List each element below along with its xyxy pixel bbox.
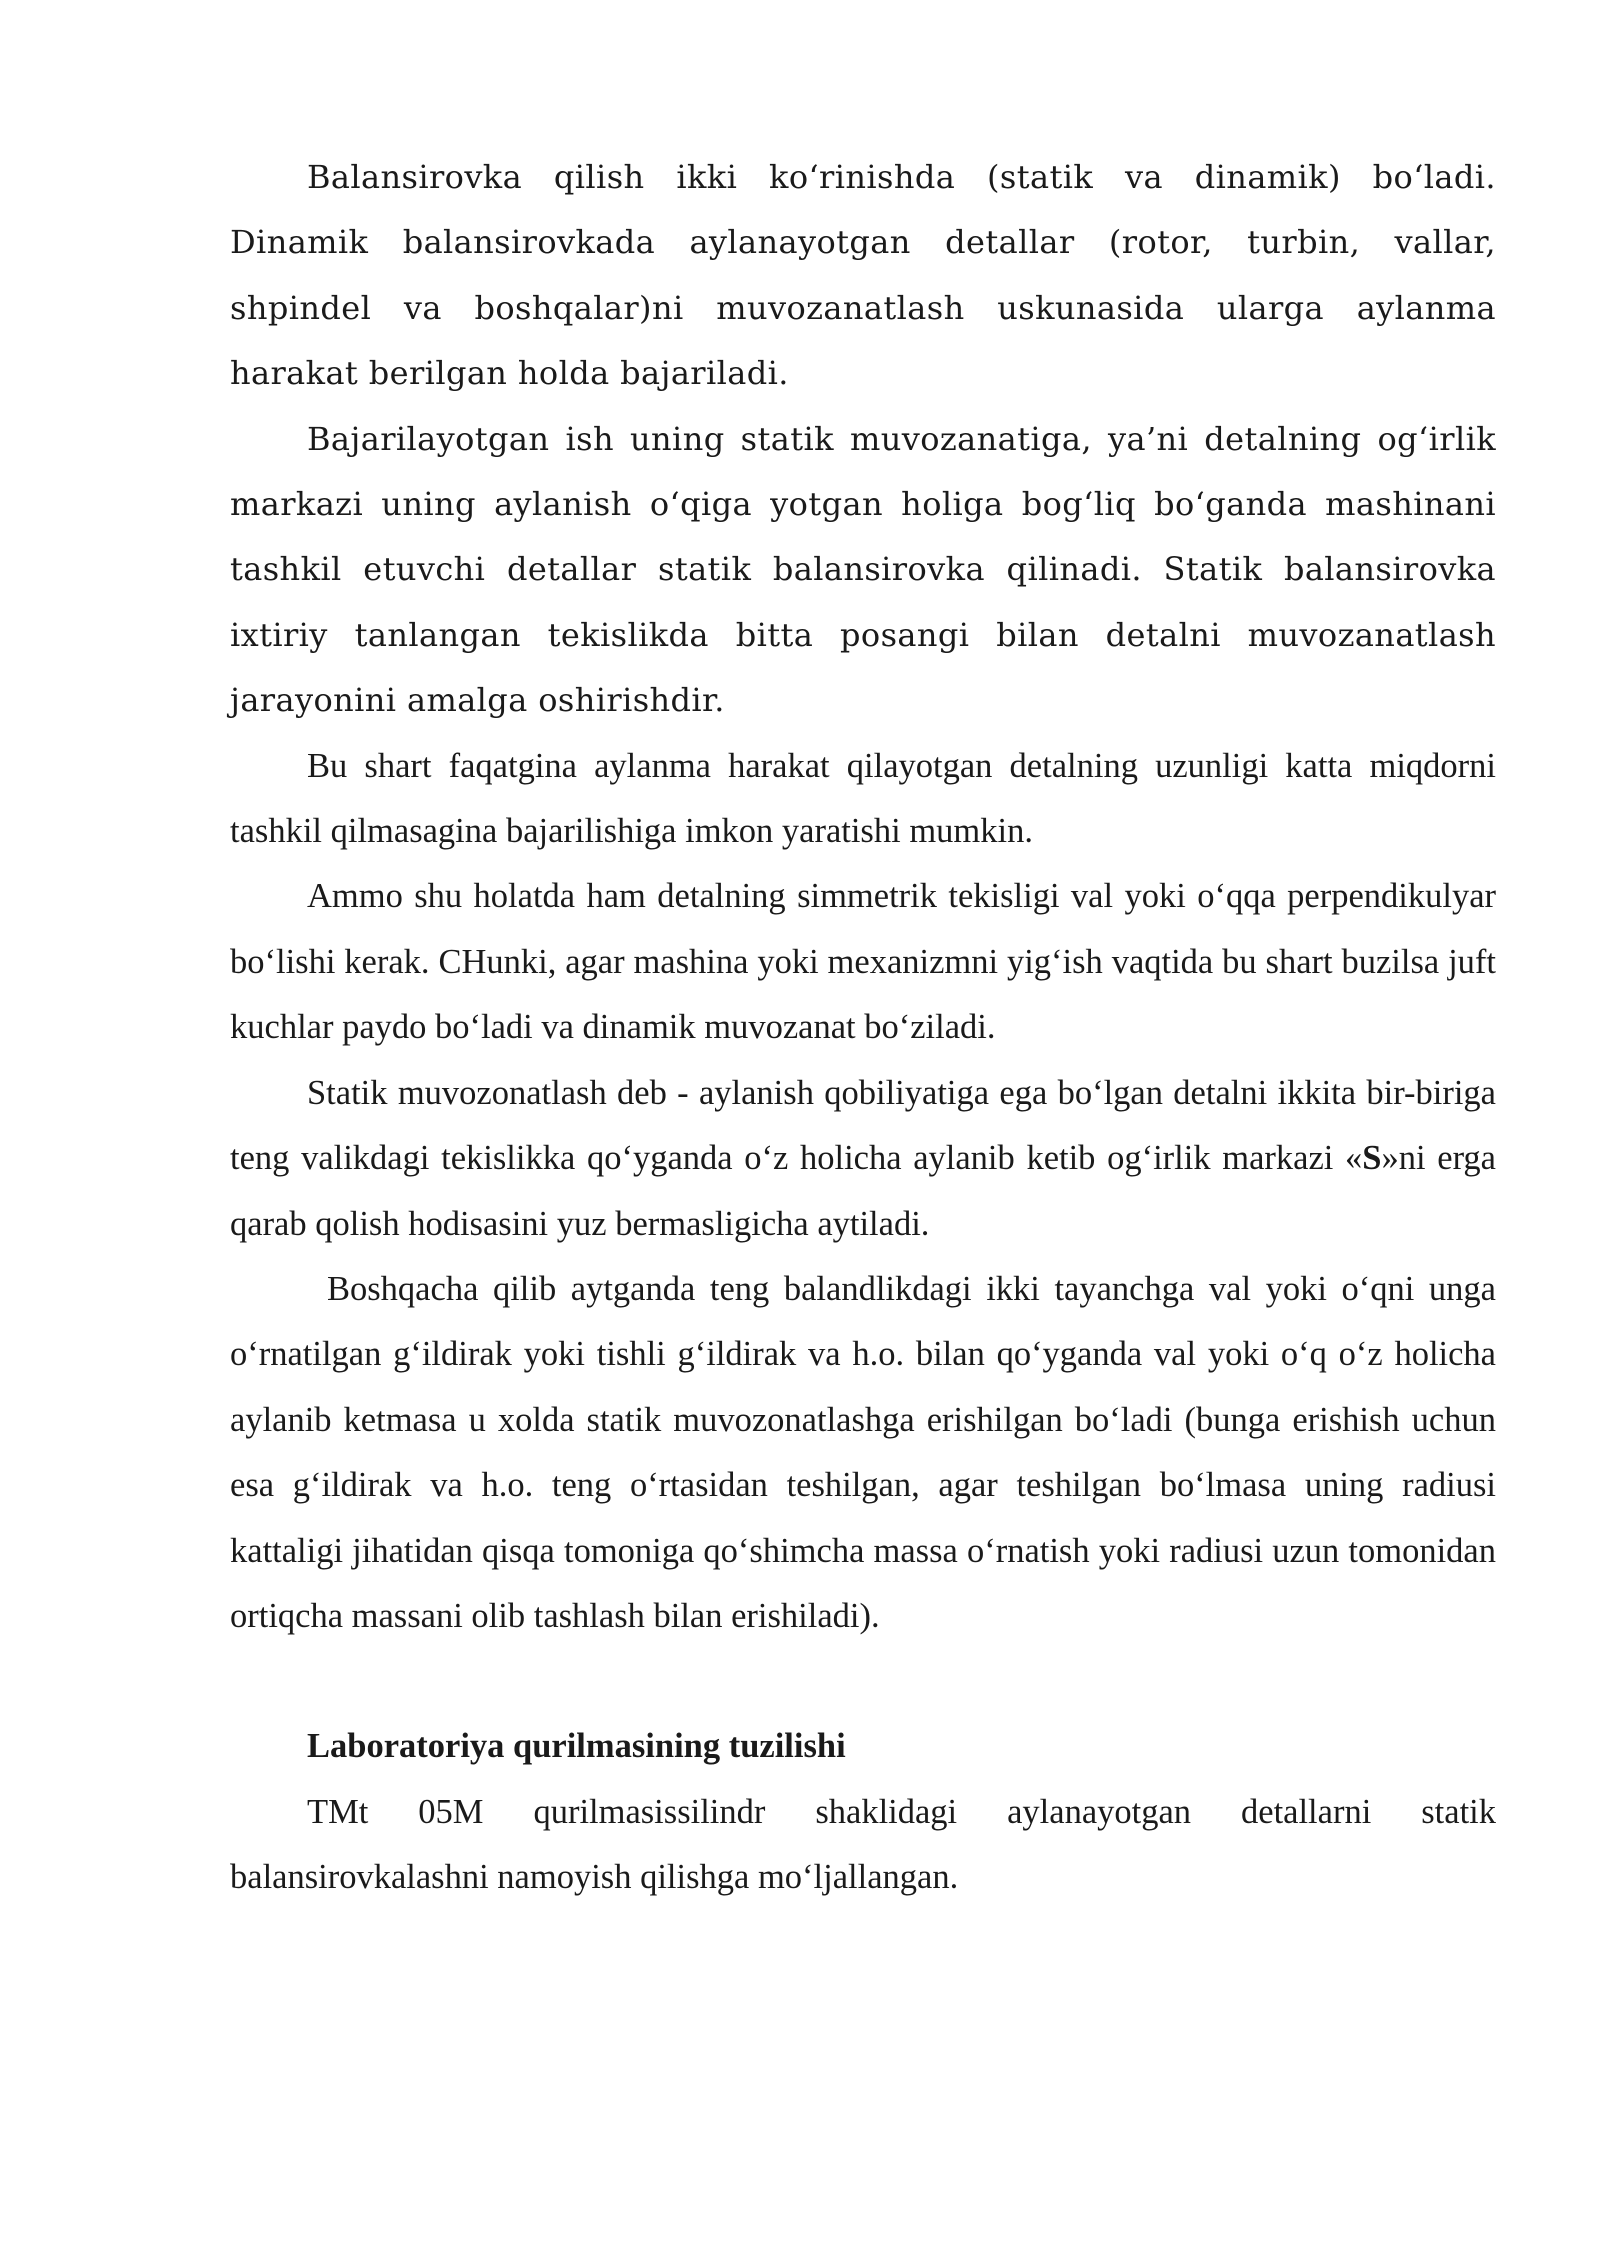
paragraph-otherwise: Boshqacha qilib aytganda teng balandlikdagi ikki tayanchga val yoki o‘qni unga o‘rnatilgan g‘ildirak yoki tishli g‘ildirak va h.o. bilan qo‘yganda val yoki o‘q o‘z holicha aylanib ketmasa u xolda statik muvozonatlashga erishilgan bo‘ladi (bunga erishish uchun esa g‘ildirak va h.o. teng o‘rtasidan teshilgan, agar teshilgan bo‘lmasa uning radiusi kattaligi jihatidan qisqa tomoniga qo‘shimcha massa o‘rnatish yoki radiusi uzun tomonidan ortiqcha massani olib tashlash bilan erishiladi). xyxy=(230,1269,1496,1635)
paragraph-symmetry: Ammo shu holatda ham detalning simmetrik tekisligi val yoki o‘qqa perpendikulyar bo‘lishi kerak. CHunki, agar mashina yoki mexanizmni yig‘ish vaqtida bu shart buzilsa juft kuchlar paydo bo‘ladi va dinamik muvozanat bo‘ziladi. xyxy=(230,877,1496,1047)
paragraph-condition: Bu shart faqatgina aylanma harakat qilayotgan detalning uzunligi katta miqdorni tashkil qilmasagina bajarilishiga imkon yaratishi mumkin. xyxy=(230,746,1496,851)
definition-text-before: Statik muvozonatlash deb - aylanish qobiliyatiga ega bo‘lgan detalni ikkita bir-biriga teng valikdagi tekislikka qo‘yganda o‘z holicha aylanib ketib og‘irlik markazi « xyxy=(230,1073,1496,1178)
definition-text-after: »ni erga qarab qolish hodisasini yuz bermasligicha aytiladi. xyxy=(230,1139,1496,1243)
paragraph-static-balance: Bajarilayotgan ish uning statik muvozanatiga, ya’ni detalning og‘irlik markazi uning aylanish o‘qiga yotgan holiga bog‘liq bo‘ganda mashinani tashkil etuvchi detallar statik balansirovka qilinadi. Statik balansirovka ixtiriy tanlangan tekislikda bitta posangi bilan detalni muvozanatlash jarayonini amalga oshirishdir. xyxy=(230,419,1496,720)
paragraph-device: TMt 05M qurilmasissilindr shaklidagi aylanayotgan detallarni statik balansirovkalashni namoyish qilishga mo‘ljallangan. xyxy=(230,1792,1496,1897)
paragraph-balansirovka-types: Balansirovka qilish ikki ko‘rinishda (statik va dinamik) bo‘ladi. Dinamik balansirovkada aylanayotgan detallar (rotor, turbin, vallar, shpindel va boshqalar)ni muvozanatlash uskunasida ularga aylanma harakat berilgan holda bajariladi. xyxy=(230,158,1496,393)
document-page xyxy=(230,145,1496,1911)
section-spacer xyxy=(230,1649,1496,1714)
center-of-mass-symbol: S xyxy=(1362,1139,1382,1178)
paragraph-definition xyxy=(230,1061,1496,1257)
section-heading: Laboratoriya qurilmasining tuzilishi xyxy=(307,1727,846,1766)
